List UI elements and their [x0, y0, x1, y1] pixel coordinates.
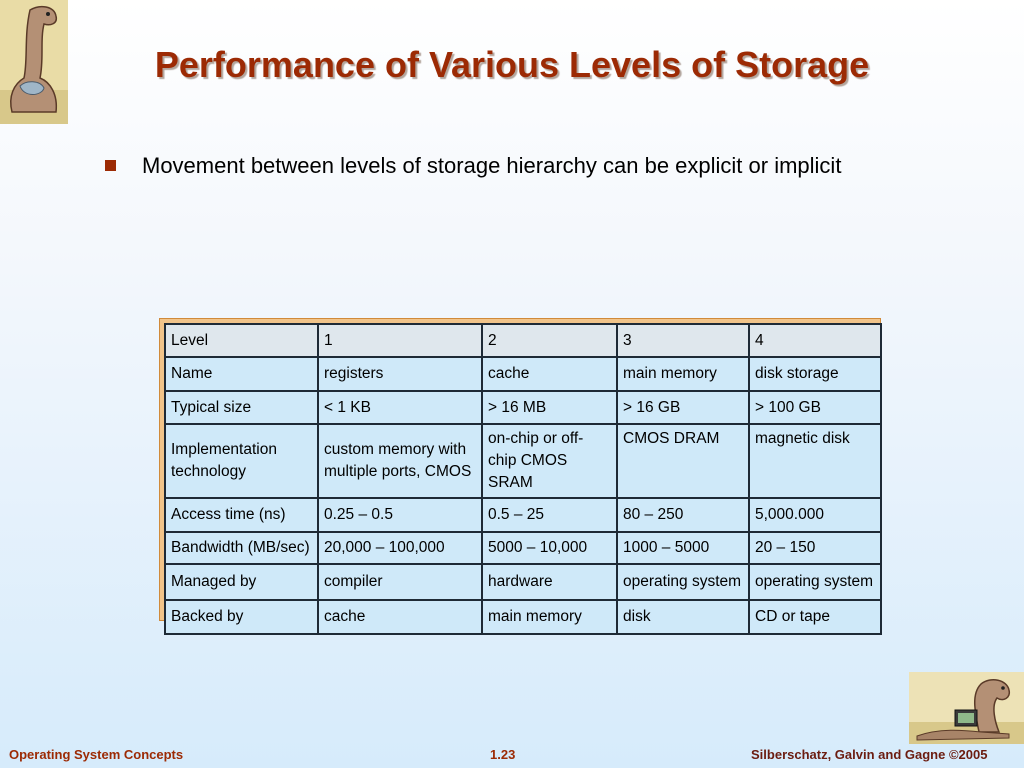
table-row	[165, 532, 881, 564]
row-label: Bandwidth (MB/sec)	[165, 532, 318, 564]
table-cell: on-chip or off-chip CMOS SRAM	[482, 424, 617, 498]
table-cell: 1000 – 5000	[617, 532, 749, 564]
table-cell: hardware	[482, 564, 617, 600]
table-cell: main memory	[482, 600, 617, 634]
storage-table-frame	[159, 318, 881, 625]
table-cell: 5000 – 10,000	[482, 532, 617, 564]
table-cell: CD or tape	[749, 600, 881, 634]
table-cell: 5,000.000	[749, 498, 881, 532]
table-cell: main memory	[617, 357, 749, 391]
table-cell: operating system	[617, 564, 749, 600]
row-label: Managed by	[165, 564, 318, 600]
table-row	[165, 600, 881, 634]
footer-copyright: Silberschatz, Galvin and Gagne ©2005	[751, 747, 988, 762]
table-cell: < 1 KB	[318, 391, 482, 424]
table-row	[165, 498, 881, 532]
table-cell: cache	[482, 357, 617, 391]
square-bullet-icon	[105, 160, 116, 171]
table-row	[165, 564, 881, 600]
table-cell: > 100 GB	[749, 391, 881, 424]
row-label: Backed by	[165, 600, 318, 634]
storage-levels-table	[164, 323, 882, 635]
bullet-text: Movement between levels of storage hierarchy can be explicit or implicit	[142, 153, 842, 178]
header-cell: Level	[165, 324, 318, 357]
table-cell: > 16 GB	[617, 391, 749, 424]
table-row	[165, 424, 881, 498]
table-row	[165, 357, 881, 391]
row-label: Implementation technology	[165, 424, 318, 498]
table-cell: compiler	[318, 564, 482, 600]
bullet-item	[105, 150, 895, 181]
table-cell: operating system	[749, 564, 881, 600]
table-cell: registers	[318, 357, 482, 391]
table-cell: 0.5 – 25	[482, 498, 617, 532]
header-cell: 4	[749, 324, 881, 357]
table-cell: 20,000 – 100,000	[318, 532, 482, 564]
row-label: Typical size	[165, 391, 318, 424]
footer-course-title: Operating System Concepts	[9, 747, 184, 762]
table-cell: 80 – 250	[617, 498, 749, 532]
dinosaur-laptop-icon	[909, 672, 1024, 744]
header-cell: 1	[318, 324, 482, 357]
table-cell: disk storage	[749, 357, 881, 391]
table-cell: cache	[318, 600, 482, 634]
table-cell: 20 – 150	[749, 532, 881, 564]
slide-number: 1.23	[490, 747, 516, 762]
table-cell: magnetic disk	[749, 424, 881, 498]
table-cell: custom memory with multiple ports, CMOS	[318, 424, 482, 498]
table-row	[165, 391, 881, 424]
header-cell: 3	[617, 324, 749, 357]
table-cell: > 16 MB	[482, 391, 617, 424]
table-header-row	[165, 324, 881, 357]
header-cell: 2	[482, 324, 617, 357]
table-cell: disk	[617, 600, 749, 634]
row-label: Name	[165, 357, 318, 391]
table-cell: 0.25 – 0.5	[318, 498, 482, 532]
slide-title: Performance of Various Levels of Storage	[154, 44, 870, 85]
table-cell: CMOS DRAM	[617, 424, 749, 498]
row-label: Access time (ns)	[165, 498, 318, 532]
